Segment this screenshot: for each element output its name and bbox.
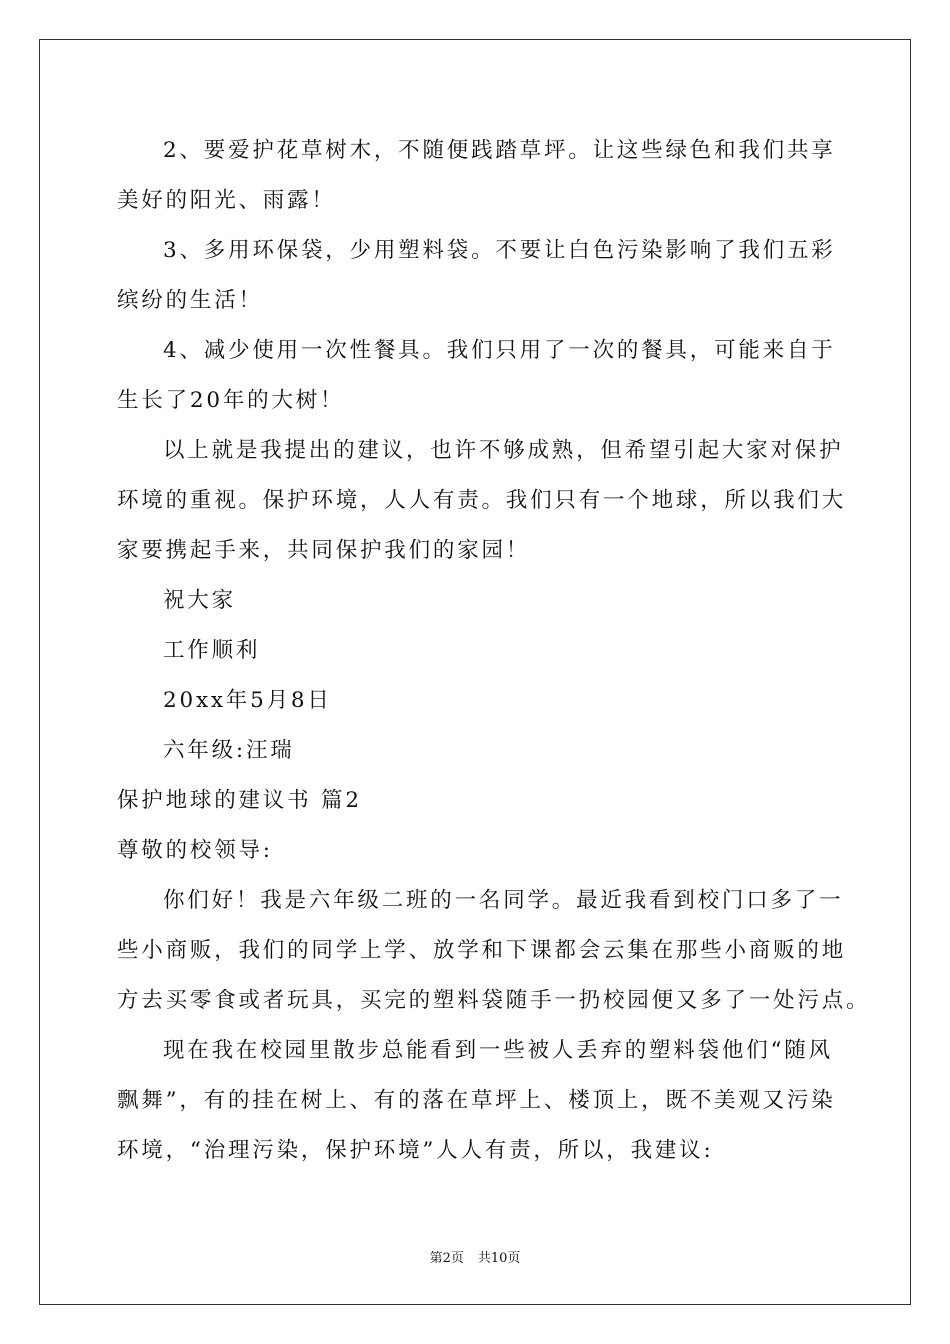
page-border (39, 39, 911, 1305)
paragraph-line: 4、减少使用一次性餐具。我们只用了一次的餐具，可能来自于 (163, 338, 836, 363)
paragraph-line: 现在我在校园里散步总能看到一些被人丢弃的塑料袋他们“随风 (163, 1038, 833, 1063)
paragraph-line: 家要携起手来，共同保护我们的家园！ (117, 538, 531, 563)
paragraph-line: 些小商贩，我们的同学上学、放学和下课都会云集在那些小商贩的地 (117, 938, 847, 963)
paragraph-line: 你们好！我是六年级二班的一名同学。最近我看到校门口多了一 (163, 888, 844, 913)
paragraph-line: 2、要爱护花草树木，不随便践踏草坪。让这些绿色和我们共享 (163, 138, 836, 163)
page-footer (0, 1247, 950, 1266)
paragraph-line: 缤纷的生活！ (117, 288, 263, 313)
closing-line: 祝大家 (163, 588, 236, 613)
paragraph-line: 环境，“治理污染，保护环境”人人有责，所以，我建议: (117, 1138, 714, 1163)
paragraph-line: 飘舞”，有的挂在树上、有的落在草坪上、楼顶上，既不美观又污染 (117, 1088, 836, 1113)
paragraph-line: 环境的重视。保护环境，人人有责。我们只有一个地球，所以我们大 (117, 488, 847, 513)
paragraph-line: 方去买零食或者玩具，买完的塑料袋随手一扔校园便又多了一处污点。 (117, 988, 871, 1013)
salutation: 尊敬的校领导: (117, 838, 273, 863)
section-title: 保护地球的建议书 篇2 (117, 788, 362, 813)
paragraph-line: 美好的阳光、雨露！ (117, 188, 336, 213)
page-number: 第2页 (429, 1251, 464, 1266)
paragraph-line: 以上就是我提出的建议，也许不够成熟，但希望引起大家对保护 (163, 438, 844, 463)
paragraph-line: 生长了20年的大树！ (117, 388, 345, 413)
closing-line: 工作顺利 (163, 638, 261, 663)
page-total: 共10页 (477, 1251, 521, 1266)
date-line: 20xx年5月8日 (163, 688, 332, 713)
paragraph-line: 3、多用环保袋，少用塑料袋。不要让白色污染影响了我们五彩 (163, 238, 836, 263)
signature-line: 六年级:汪瑞 (163, 738, 295, 763)
